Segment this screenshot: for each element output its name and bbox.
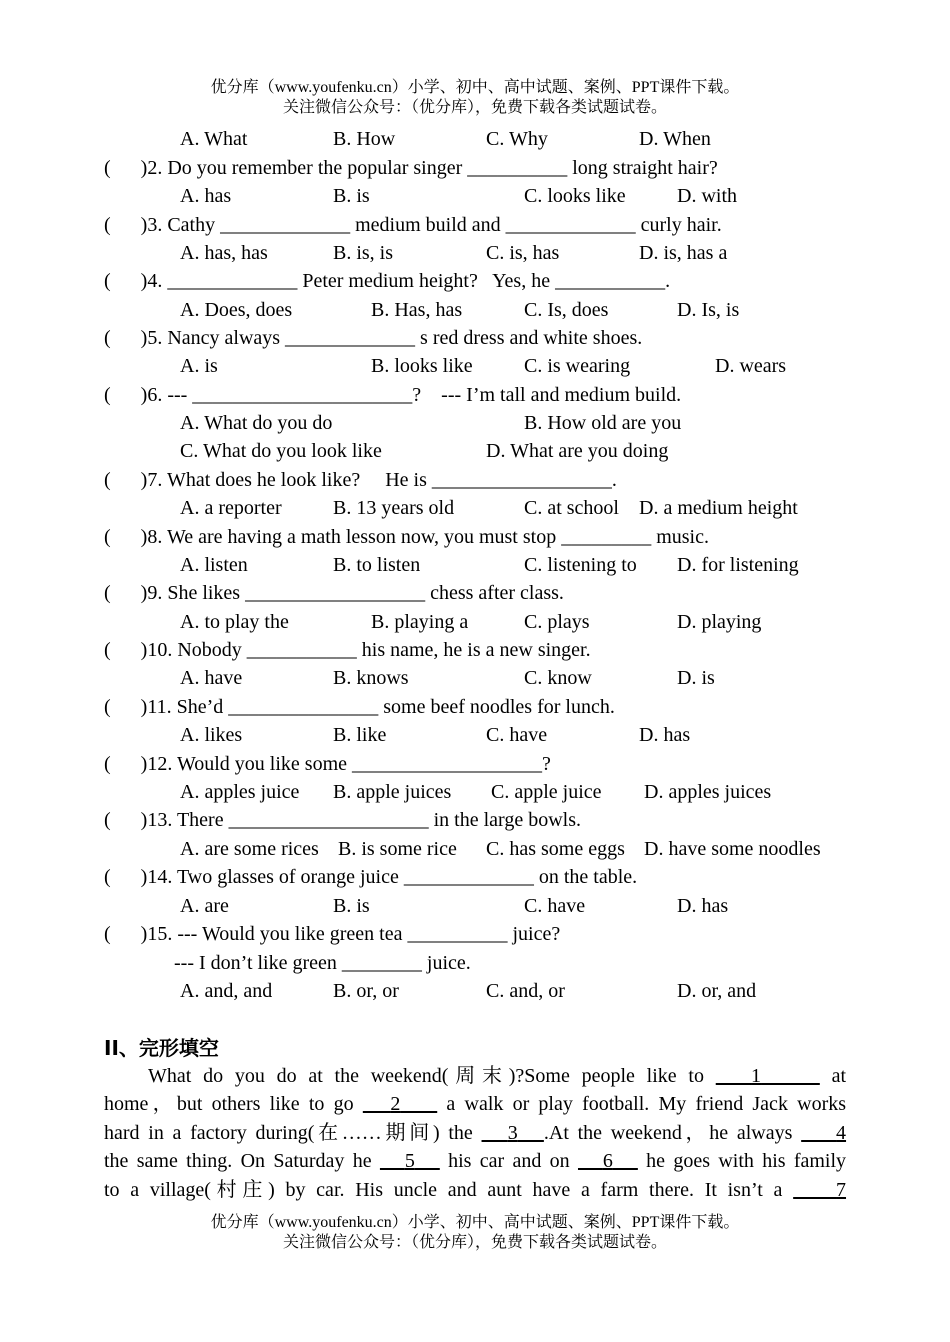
option-b: B. is [333, 185, 370, 207]
option-b: B. 13 years old [333, 497, 455, 519]
option-d: D. is [677, 667, 715, 689]
question-stem: ( )2. Do you remember the popular singer __________ long straight hair? [104, 157, 718, 179]
option-a: A. has [180, 185, 232, 207]
option-b: B. is some rice [338, 838, 457, 860]
option-a: A. to play the [180, 611, 289, 633]
question-stem: ( )12. Would you like some ___________________? [104, 753, 551, 775]
option-b: B. is [333, 895, 370, 917]
cloze-blank-4: 4 [836, 1122, 847, 1144]
option-a: A. is [180, 355, 218, 377]
question-stem: ( )10. Nobody ___________ his name, he is a new singer. [104, 639, 591, 661]
option-a: A. Does, does [180, 299, 293, 321]
option-d: D. has [677, 895, 729, 917]
question-stem: ( )15. --- Would you like green tea __________ juice? [104, 923, 561, 945]
cloze-text: the same thing. On Saturday he [104, 1150, 372, 1172]
option-d: D. is, has a [639, 242, 728, 264]
option-a: A. listen [180, 554, 248, 576]
cloze-line-5 [104, 1176, 846, 1204]
option-b: B. Has, has [371, 299, 463, 321]
option-c: C. apple juice [491, 781, 602, 803]
question-stem: ( )5. Nancy always _____________ s red dress and white shoes. [104, 327, 643, 349]
option-c: C. have [524, 895, 586, 917]
option-a: A. a reporter [180, 497, 282, 519]
cloze-blank-1: 1 [751, 1065, 762, 1087]
option-c: C. What do you look like [180, 440, 382, 462]
cloze-text: at [831, 1065, 847, 1087]
question-stem: ( )9. She likes __________________ chess after class. [104, 582, 564, 604]
option-c: C. Is, does [524, 299, 609, 321]
cloze-text: .At the weekend，he always [543, 1122, 793, 1144]
option-b: B. knows [333, 667, 409, 689]
cloze-text: hard in a factory during(在……期间) the [104, 1122, 473, 1144]
option-c: C. know [524, 667, 592, 689]
option-d: D. a medium height [639, 497, 798, 519]
q1-option-d: D. When [639, 128, 711, 150]
cloze-text: a walk or play football. My friend Jack works [446, 1093, 847, 1115]
option-d: D. have some noodles [644, 838, 821, 860]
option-d: D. What are you doing [486, 440, 669, 462]
question-stem: ( )6. --- ______________________? --- I’m tall and medium build. [104, 384, 682, 406]
header-line-1: 优分库（www.youfenku.cn）小学、初中、高中试题、案例、PPT课件下载。 [210, 79, 740, 96]
question-stem: ( )7. What does he look like? He is __________________. [104, 469, 617, 491]
question-stem-2: --- I don’t like green ________ juice. [174, 952, 471, 974]
option-d: D. playing [677, 611, 762, 633]
option-b: B. apple juices [333, 781, 452, 803]
option-a: A. are [180, 895, 229, 917]
question-stem: ( )8. We are having a math lesson now, you must stop _________ music. [104, 526, 709, 548]
option-b: B. or, or [333, 980, 399, 1002]
header-line-2: 关注微信公众号：（优分库），免费下载各类试题试卷。 [282, 99, 667, 116]
option-b: B. How old are you [524, 412, 682, 434]
option-a: A. has, has [180, 242, 268, 264]
option-b: B. looks like [371, 355, 473, 377]
q1-option-c: C. Why [486, 128, 548, 150]
option-c: C. and, or [486, 980, 565, 1002]
cloze-blank-7: 7 [836, 1179, 847, 1201]
option-a: A. have [180, 667, 243, 689]
option-a: A. and, and [180, 980, 273, 1002]
option-c: C. plays [524, 611, 590, 633]
section-title: II、完形填空 [104, 1036, 219, 1060]
option-b: B. like [333, 724, 387, 746]
option-d: D. or, and [677, 980, 757, 1002]
cloze-line-3 [104, 1119, 846, 1147]
option-c: C. listening to [524, 554, 637, 576]
cloze-text: home，but others like to go [104, 1093, 354, 1115]
cloze-blank-3: 3 [507, 1122, 518, 1144]
cloze-line-4 [104, 1147, 846, 1175]
option-a: A. What do you do [180, 412, 333, 434]
option-c: C. is wearing [524, 355, 631, 377]
cloze-text: his car and on [448, 1150, 570, 1172]
option-c: C. looks like [524, 185, 626, 207]
cloze-line-2 [104, 1090, 846, 1118]
footer-line-1: 优分库（www.youfenku.cn）小学、初中、高中试题、案例、PPT课件下载。 [210, 1214, 740, 1231]
cloze-blank-2: 2 [390, 1093, 401, 1115]
q1-option-b: B. How [333, 128, 396, 150]
question-stem: ( )14. Two glasses of orange juice _____________ on the table. [104, 866, 638, 888]
option-d: D. for listening [677, 554, 799, 576]
footer-line-2: 关注微信公众号：（优分库），免费下载各类试题试卷。 [282, 1234, 667, 1251]
option-b: B. is, is [333, 242, 394, 264]
option-d: D. has [639, 724, 691, 746]
question-stem: ( )13. There ____________________ in the large bowls. [104, 809, 581, 831]
q1-option-a: A. What [180, 128, 248, 150]
option-c: C. at school [524, 497, 619, 519]
cloze-text: to a village(村庄) by car. His uncle and aunt have a farm there. It isn’t a [104, 1179, 783, 1201]
question-stem: ( )3. Cathy _____________ medium build and _____________ curly hair. [104, 214, 722, 236]
option-d: D. wears [715, 355, 787, 377]
cloze-line-1 [148, 1062, 846, 1090]
option-a: A. apples juice [180, 781, 300, 803]
cloze-blank-5: 5 [404, 1150, 415, 1172]
option-a: A. likes [180, 724, 243, 746]
cloze-blank-6: 6 [602, 1150, 613, 1172]
question-stem: ( )4. _____________ Peter medium height? Yes, he ___________. [104, 270, 671, 292]
option-c: C. have [486, 724, 548, 746]
option-d: D. apples juices [644, 781, 772, 803]
option-d: D. with [677, 185, 737, 207]
option-c: C. has some eggs [486, 838, 625, 860]
cloze-text: What do you do at the weekend(周末)?Some people like to [148, 1065, 704, 1087]
option-b: B. to listen [333, 554, 421, 576]
question-stem: ( )11. She’d _______________ some beef noodles for lunch. [104, 696, 615, 718]
option-a: A. are some rices [180, 838, 319, 860]
cloze-text: he goes with his family [646, 1150, 847, 1172]
option-d: D. Is, is [677, 299, 740, 321]
option-c: C. is, has [486, 242, 560, 264]
option-b: B. playing a [371, 611, 469, 633]
